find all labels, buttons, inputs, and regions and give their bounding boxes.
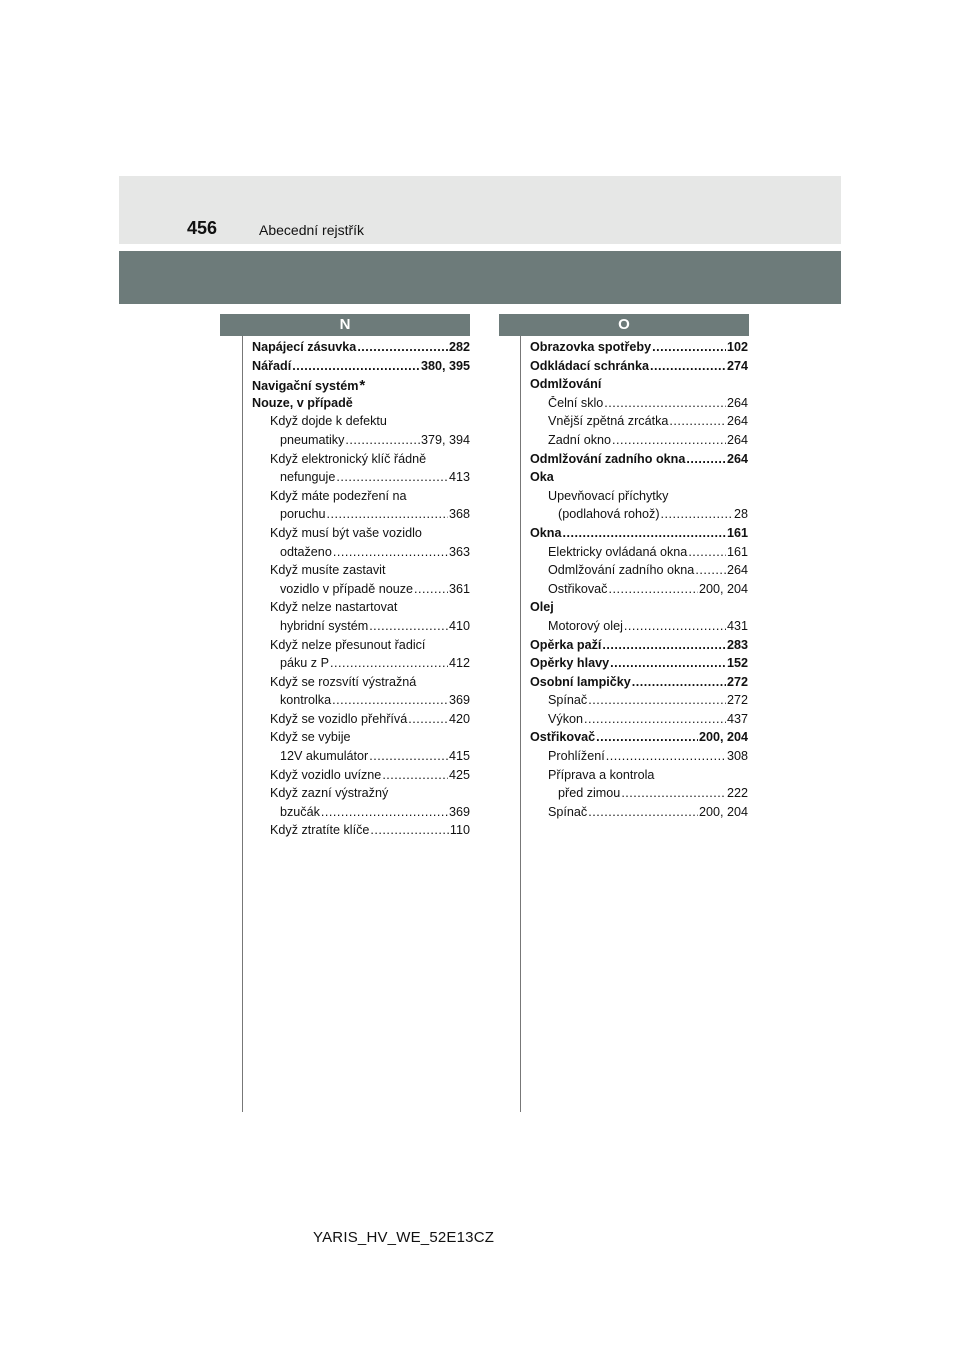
index-entry	[530, 619, 748, 638]
index-entry-label: Napájecí zásuvka	[252, 340, 357, 354]
index-entry-label: Když se vybije	[270, 730, 351, 745]
dot-leader	[414, 582, 448, 596]
index-entry-page: 264	[726, 563, 748, 578]
dot-leader	[621, 786, 726, 800]
index-entry	[530, 470, 748, 489]
footnote-mark: *	[359, 377, 366, 395]
index-entry-label: Když ztratíte klíče	[270, 823, 370, 838]
index-entry-label: Když vozidlo uvízne	[270, 767, 382, 782]
index-entry-page: 272	[726, 674, 748, 689]
index-column-n	[252, 340, 470, 842]
page-number: 456	[187, 218, 218, 238]
index-entry-page: 369	[448, 693, 470, 708]
index-entry	[530, 489, 748, 508]
dot-leader	[686, 452, 726, 466]
dot-leader	[661, 507, 733, 521]
index-entry	[252, 489, 470, 508]
index-entry	[530, 805, 748, 824]
index-entry	[252, 396, 470, 415]
index-entry	[530, 433, 748, 452]
index-entry-label: páku z P	[280, 656, 330, 671]
dot-leader	[624, 619, 726, 633]
index-entry-label: Spínač	[548, 804, 588, 819]
index-entry-page: 283	[726, 637, 748, 652]
index-entry-label: Příprava a kontrola	[548, 767, 655, 782]
document-code: YARIS_HV_WE_52E13CZ	[313, 1229, 495, 1246]
dot-leader	[345, 433, 420, 447]
index-entry-label: Když se rozsvítí výstražná	[270, 674, 417, 689]
index-entry	[530, 414, 748, 433]
index-entry	[530, 638, 748, 657]
index-entry-label: Když máte podezření na	[270, 488, 407, 503]
index-entry-label: Olej	[530, 600, 554, 615]
index-entry-label: Když elektronický klíč řádně	[270, 451, 427, 466]
dot-leader	[604, 396, 726, 410]
index-entry	[252, 730, 470, 749]
index-entry-page: 272	[726, 693, 748, 708]
index-entry-label: Když nelze nastartovat	[270, 600, 398, 615]
index-entry-page: 222	[726, 786, 748, 801]
index-entry	[252, 749, 470, 768]
index-entry-label: Když zazní výstražný	[270, 786, 389, 801]
dot-leader	[612, 433, 726, 447]
index-entry-label: Odmlžování	[530, 377, 602, 392]
dot-leader	[408, 712, 448, 726]
index-entry-label: Nářadí	[252, 358, 292, 373]
index-entry-label: Ostřikovač	[530, 730, 596, 745]
index-entry-label: Když musíte zastavit	[270, 563, 386, 578]
index-entry-page: 368	[448, 507, 470, 522]
index-entry-page: 200, 204	[698, 804, 748, 819]
index-entry-label: kontrolka	[280, 693, 332, 708]
index-entry-label: Spínač	[548, 693, 588, 708]
index-entry-page: 361	[448, 581, 470, 596]
dot-leader	[652, 340, 726, 354]
index-entry-label: poruchu	[280, 507, 326, 522]
index-entry-page: 264	[726, 414, 748, 429]
index-entry	[530, 545, 748, 564]
index-entry-page: 264	[726, 395, 748, 410]
index-entry	[252, 638, 470, 657]
index-entry	[252, 693, 470, 712]
index-entry-page: 282	[448, 340, 470, 354]
index-entry-page: 413	[448, 470, 470, 485]
index-entry-label: Upevňovací příchytky	[548, 488, 669, 503]
index-entry-label: Nouze, v případě	[252, 395, 353, 410]
dot-leader	[563, 526, 726, 540]
dot-leader	[596, 730, 698, 744]
index-entry	[252, 526, 470, 545]
index-entry-label: Odmlžování zadního okna	[530, 451, 686, 466]
index-entry-label: bzučák	[280, 804, 320, 819]
index-entry	[530, 359, 748, 378]
index-entry-label: Odkládací schránka	[530, 358, 650, 373]
index-entry-label: Motorový olej	[548, 618, 623, 633]
index-entry-page: 161	[726, 544, 748, 559]
index-entry-label: Odmlžování zadního okna	[548, 563, 695, 578]
index-entry-label: Když se vozidlo přehřívá	[270, 711, 408, 726]
index-entry	[530, 582, 748, 601]
dot-leader	[588, 805, 698, 819]
index-entry-page: 161	[726, 525, 748, 540]
index-entry	[252, 786, 470, 805]
index-entry-page: 152	[726, 656, 748, 671]
index-entry-page: 28	[733, 507, 748, 522]
index-entry-page: 415	[448, 749, 470, 764]
index-entry-label: Výkon	[548, 711, 584, 726]
index-entry-page: 420	[448, 711, 470, 726]
index-entry-page: 264	[726, 432, 748, 447]
index-entry-page: 308	[726, 749, 748, 764]
index-entry	[252, 805, 470, 824]
letter-heading-n: N	[220, 314, 470, 336]
index-entry	[530, 396, 748, 415]
index-entry-label: Opěrky hlavy	[530, 656, 610, 671]
index-entry-label: Čelní sklo	[548, 395, 604, 410]
index-entry	[530, 712, 748, 731]
index-entry-label: 12V akumulátor	[280, 749, 369, 764]
index-entry-label: odtaženo	[280, 544, 332, 559]
index-entry	[530, 507, 748, 526]
dot-leader	[333, 545, 448, 559]
index-entry	[530, 786, 748, 805]
index-entry-page: 200, 204	[698, 730, 748, 745]
section-title: Abecední rejstřík	[259, 222, 365, 238]
index-entry	[252, 823, 470, 842]
index-entry-label: Vnější zpětná zrcátka	[548, 414, 669, 429]
dot-leader	[382, 768, 448, 782]
index-entry-label: Když musí být vaše vozidlo	[270, 525, 422, 540]
index-entry	[530, 768, 748, 787]
dot-leader	[610, 656, 726, 670]
index-entry	[252, 712, 470, 731]
dot-leader	[695, 563, 726, 577]
dot-leader	[606, 749, 726, 763]
index-entry	[252, 582, 470, 601]
header-bar	[119, 251, 841, 304]
dot-leader	[330, 656, 448, 670]
index-entry-label: Když nelze přesunout řadicí	[270, 637, 426, 652]
index-entry	[530, 600, 748, 619]
index-entry	[530, 730, 748, 749]
dot-leader	[650, 359, 726, 373]
header-band	[119, 176, 841, 244]
index-entry-page: 431	[726, 618, 748, 633]
index-entry-page: 369	[448, 804, 470, 819]
dot-leader	[632, 675, 726, 689]
dot-leader	[370, 823, 449, 837]
dot-leader	[584, 712, 726, 726]
index-entry-page: 412	[448, 656, 470, 671]
index-entry	[252, 619, 470, 638]
index-entry	[252, 768, 470, 787]
index-entry	[252, 359, 470, 378]
index-entry	[530, 340, 748, 359]
index-entry-label: Oka	[530, 470, 554, 485]
index-entry-page: 110	[449, 823, 470, 838]
dot-leader	[321, 805, 448, 819]
index-entry-label: Zadní okno	[548, 432, 612, 447]
index-entry-page: 425	[448, 767, 470, 782]
index-entry	[530, 656, 748, 675]
dot-leader	[669, 414, 726, 428]
index-entry	[530, 563, 748, 582]
index-entry-page: 363	[448, 544, 470, 559]
dot-leader	[369, 749, 448, 763]
index-entry-label: Osobní lampičky	[530, 674, 631, 689]
index-entry-label: Okna	[530, 525, 562, 540]
index-entry	[530, 749, 748, 768]
column-divider	[520, 336, 521, 1112]
letter-heading-o: O	[499, 314, 749, 336]
index-entry	[252, 414, 470, 433]
index-entry-label: Obrazovka spotřeby	[530, 340, 652, 354]
dot-leader	[588, 693, 726, 707]
index-entry	[252, 340, 470, 359]
index-entry	[530, 452, 748, 471]
dot-leader	[357, 340, 448, 354]
dot-leader	[369, 619, 448, 633]
index-entry-page: 379, 394	[420, 432, 470, 447]
index-entry-page: 200, 204	[698, 581, 748, 596]
dot-leader	[332, 693, 448, 707]
index-entry	[252, 563, 470, 582]
index-entry	[252, 433, 470, 452]
index-entry	[252, 452, 470, 471]
index-column-o	[530, 340, 748, 823]
index-entry	[252, 470, 470, 489]
index-entry-page: 102	[726, 340, 748, 354]
index-entry-label: před zimou	[558, 786, 621, 801]
index-entry-label: vozidlo v případě nouze	[280, 581, 414, 596]
index-entry-label: (podlahová rohož)	[558, 507, 660, 522]
index-entry	[530, 377, 748, 396]
index-entry-label: nefunguje	[280, 470, 336, 485]
index-entry-label: Prohlížení	[548, 749, 605, 764]
index-entry	[252, 675, 470, 694]
index-entry-page: 264	[726, 451, 748, 466]
index-entry-label: pneumatiky	[280, 432, 345, 447]
dot-leader	[608, 582, 697, 596]
dot-leader	[602, 638, 726, 652]
index-entry-label: Ostřikovač	[548, 581, 608, 596]
index-entry-label: Když dojde k defektu	[270, 414, 387, 429]
dot-leader	[688, 545, 726, 559]
index-entry-page: 380, 395	[420, 358, 470, 373]
index-entry	[530, 526, 748, 545]
index-entry	[252, 656, 470, 675]
index-entry-label: Navigační systém	[252, 379, 359, 394]
index-entry-label: hybridní systém	[280, 618, 369, 633]
index-entry	[252, 377, 470, 396]
index-entry	[252, 545, 470, 564]
dot-leader	[292, 359, 420, 373]
index-entry	[252, 600, 470, 619]
index-entry-page: 437	[726, 711, 748, 726]
index-entry	[530, 675, 748, 694]
dot-leader	[327, 507, 448, 521]
index-entry-label: Elektricky ovládaná okna	[548, 544, 688, 559]
index-entry	[530, 693, 748, 712]
index-entry-label: Opěrka paží	[530, 637, 602, 652]
dot-leader	[336, 470, 448, 484]
index-entry	[252, 507, 470, 526]
index-entry-page: 410	[448, 618, 470, 633]
column-divider	[242, 336, 243, 1112]
index-entry-page: 274	[726, 358, 748, 373]
